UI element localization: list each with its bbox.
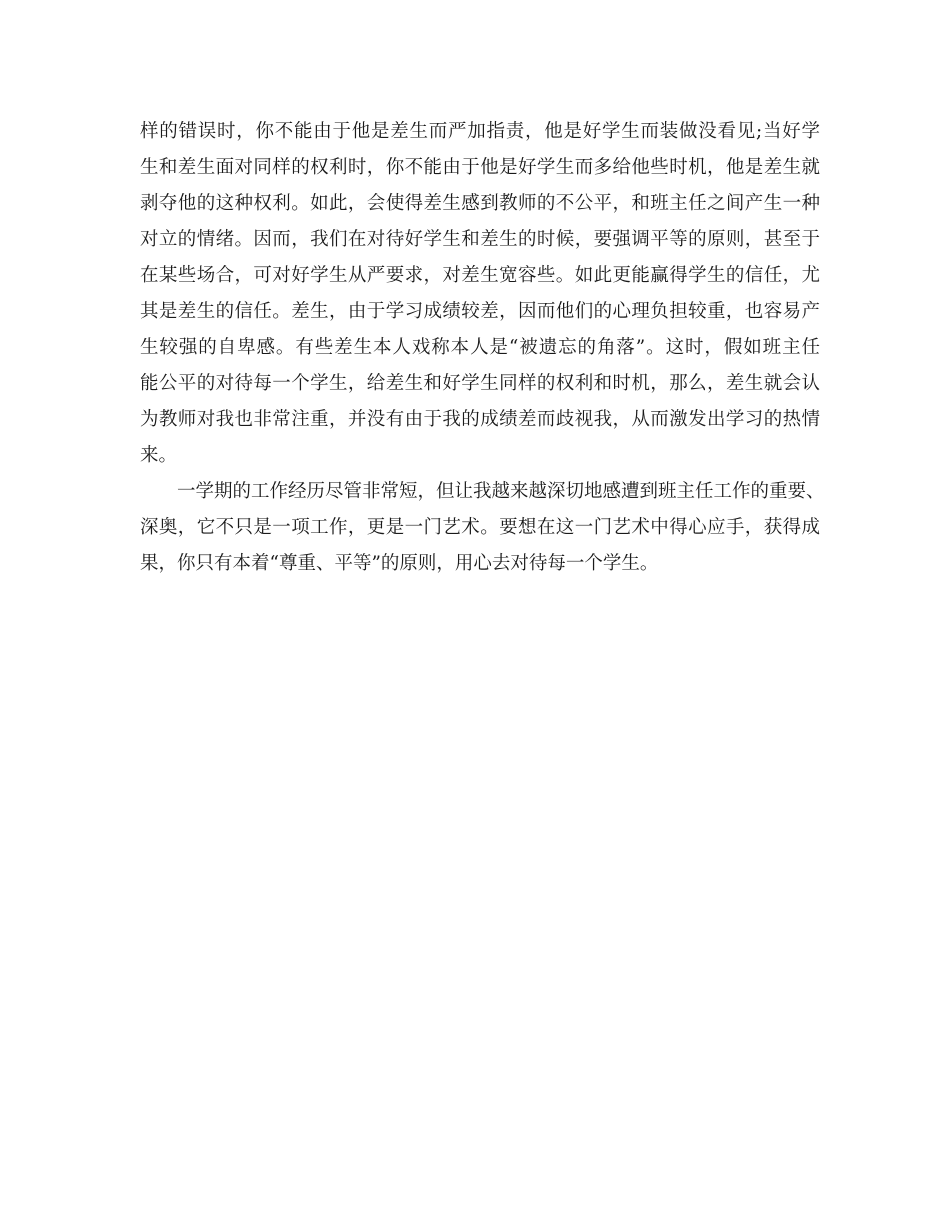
text-line: 样的错误时，你不能由于他是差生而严加指责，他是好学生而装做没看见;当好学 bbox=[140, 121, 820, 142]
body-text bbox=[140, 114, 825, 582]
text-line: 来。 bbox=[140, 445, 178, 466]
paragraph-2 bbox=[140, 474, 825, 582]
text-line: 对立的情绪。因而，我们在对待好学生和差生的时候，要强调平等的原则，甚至于 bbox=[140, 229, 820, 250]
text-line: 一学期的工作经历尽管非常短，但让我越来越深切地感遭到班主任工作的重要、 bbox=[177, 481, 825, 502]
text-line: 其是差生的信任。差生，由于学习成绩较差，因而他们的心理负担较重，也容易产 bbox=[140, 301, 820, 322]
text-line: 生和差生面对同样的权利时，你不能由于他是好学生而多给他些时机，他是差生就 bbox=[140, 157, 820, 178]
text-line: 为教师对我也非常注重，并没有由于我的成绩差而歧视我，从而激发出学习的热情 bbox=[140, 409, 820, 430]
text-line: 剥夺他的这种权利。如此，会使得差生感到教师的不公平，和班主任之间产生一种 bbox=[140, 193, 820, 214]
text-line: 生较强的自卑感。有些差生本人戏称本人是“被遗忘的角落”。这时，假如班主任 bbox=[140, 337, 820, 358]
text-line: 能公平的对待每一个学生，给差生和好学生同样的权利和时机，那么，差生就会认 bbox=[140, 373, 820, 394]
text-line: 果，你只有本着“尊重、平等”的原则，用心去对待每一个学生。 bbox=[140, 553, 659, 574]
paragraph-1 bbox=[140, 114, 820, 474]
text-line: 深奥，它不只是一项工作，更是一门艺术。要想在这一门艺术中得心应手，获得成 bbox=[140, 517, 820, 538]
text-line: 在某些场合，可对好学生从严要求，对差生宽容些。如此更能赢得学生的信任，尤 bbox=[140, 265, 820, 286]
